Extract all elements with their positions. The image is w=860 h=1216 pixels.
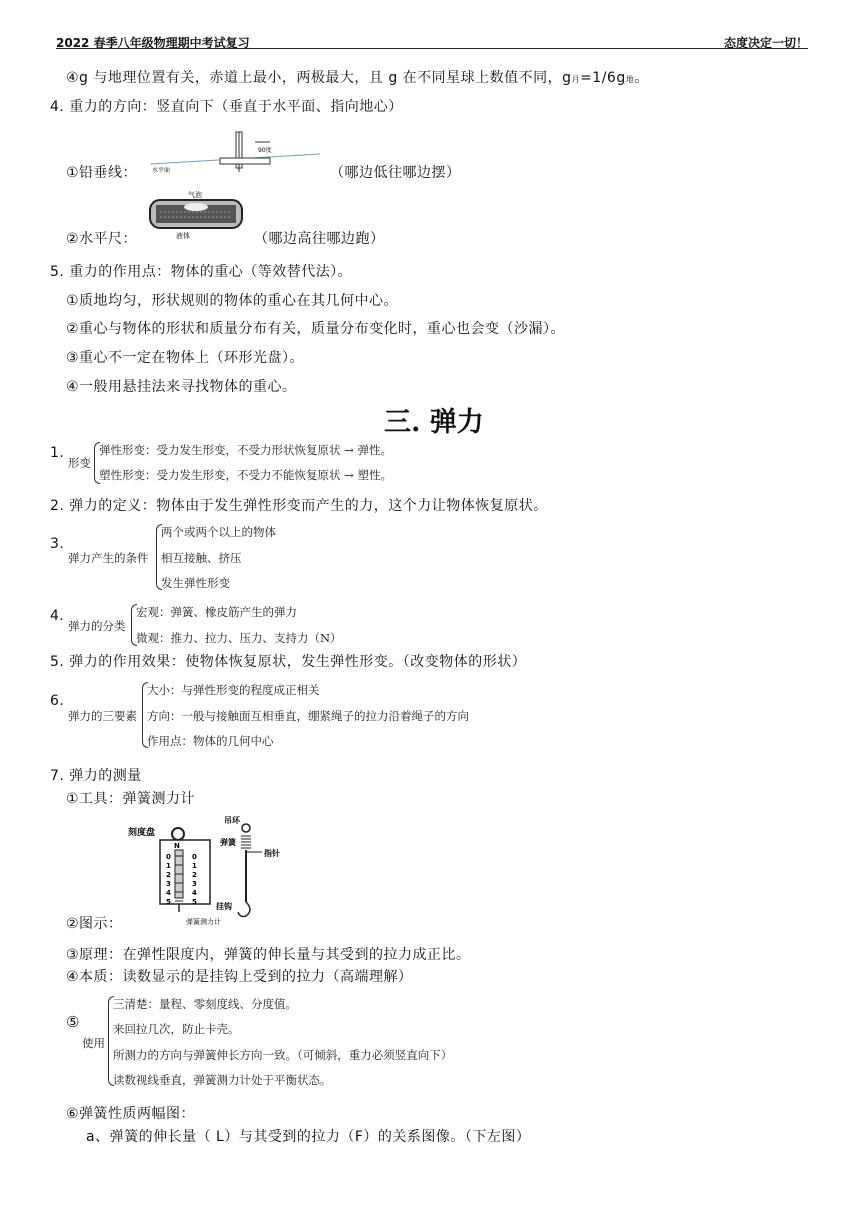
angle-label: 90度 [258,147,272,154]
scale-number: 2 [166,871,171,879]
spirit-level-figure [146,188,246,242]
graphs-title: ⑥弹簧性质两幅图： [66,1106,196,1122]
spirit-level-label: ②水平尺： [66,231,138,247]
plumb-line-note: （哪边低往哪边摆） [330,165,461,181]
use-item: 三清楚：量程、零刻度线、分度值。 [113,997,297,1011]
s1-number: 1. [50,445,65,461]
use-item: 读数视线垂直，弹簧测力计处于平衡状态。 [113,1073,332,1087]
gravity-direction-title: 4. 重力的方向：竖直向下（垂直于水平面、指向地心） [50,99,403,115]
scale-number: 4 [192,889,197,897]
scale-number: 4 [166,889,171,897]
s3-item: 两个或两个以上的物体 [161,525,276,539]
dial-label: 刻度盘 [128,828,156,838]
scale-number: 5 [192,898,197,906]
hook-label: 挂钩 [216,902,232,911]
s6-item: 方向：一般与接触面互相垂直，绷紧绳子的拉力沿着绳子的方向 [147,709,469,723]
graph-a-line: a、弹簧的伸长量（ L）与其受到的拉力（F）的关系图像。（下左图） [86,1129,531,1145]
s4-item: 宏观：弹簧、橡皮筋产生的弹力 [136,605,297,619]
section-title: 三. 弹力 [384,407,484,438]
elastic-definition: 2. 弹力的定义：物体由于发生弹性形变而产生的力，这个力让物体恢复原状。 [50,498,548,514]
scale-number: 1 [192,862,197,870]
spring-label: 弹簧 [220,838,236,847]
surface-label: 水平面 [152,167,171,174]
tool-line: ①工具：弹簧测力计 [66,791,196,807]
s3-item: 相互接触、挤压 [161,551,242,565]
bubble-label: 气泡 [188,191,202,199]
measurement-title: 7. 弹力的测量 [50,768,142,784]
s1-item: 塑性形变：受力发生形变，不受力不能恢复原状 → 塑性。 [99,468,392,482]
s5use-number: ⑤ [66,1013,80,1031]
s4-item: 微观：推力、拉力、压力、支持力（N） [136,631,342,645]
essence-line: ④本质：读数显示的是挂钩上受到的拉力（高端理解） [66,969,413,985]
elastic-effect: 5. 弹力的作用效果：使物体恢复原状，发生弹性形变。（改变物体的形状） [50,654,527,670]
principle-line: ③原理：在弹性限度内，弹簧的伸长量与其受到的拉力成正比。 [66,947,471,963]
s6-item: 作用点：物体的几何中心 [147,734,274,748]
s3-number: 3. [50,536,65,552]
plumb-line-figure [140,128,330,178]
g-variation-line: ④g 与地理位置有关，赤道上最小，两极最大，且 g 在不同星球上数值不同，g月=1/6g地。 [66,70,649,86]
s5use-label: 使用 [82,1036,105,1050]
cg-item: ④一般用悬挂法来寻找物体的重心。 [66,379,297,395]
liquid-label: 液体 [176,232,190,240]
plumb-line-label: ①铅垂线： [66,165,138,181]
ring-label: 吊环 [224,816,240,825]
s1-label: 形变 [68,456,91,470]
spring-scale-figure [120,812,300,930]
header-rule [56,48,808,49]
scale-number: 0 [166,853,171,861]
scale-number: 0 [192,853,197,861]
s4-label: 弹力的分类 [68,619,126,633]
center-of-gravity-title: 5. 重力的作用点：物体的重心（等效替代法）。 [50,264,353,280]
unit-label: N [174,842,180,850]
cg-item: ①质地均匀，形状规则的物体的重心在其几何中心。 [66,293,399,309]
scale-number: 2 [192,871,197,879]
caption-label: 弹簧测力计 [186,918,221,926]
s3-item: 发生弹性形变 [161,576,230,590]
s1-item: 弹性形变：受力发生形变，不受力形状恢复原状 → 弹性。 [99,443,392,457]
use-item: 来回拉几次，防止卡壳。 [113,1022,240,1036]
figure-label: ②图示： [66,916,123,932]
cg-item: ③重心不一定在物体上（环形光盘）。 [66,350,305,366]
scale-number: 1 [166,862,171,870]
s6-item: 大小：与弹性形变的程度成正相关 [147,683,320,697]
s6-number: 6. [50,693,65,709]
header-left: 2022 春季八年级物理期中考试复习 [56,36,250,50]
scale-number: 5 [166,898,171,906]
scale-number: 3 [192,880,197,888]
s4-number: 4. [50,608,65,624]
pointer-label: 指针 [264,849,280,858]
scale-number: 3 [166,880,171,888]
s6-label: 弹力的三要素 [68,709,137,723]
use-item: 所测力的方向与弹簧伸长方向一致。（可倾斜，重力必须竖直向下） [113,1048,453,1062]
s3-label: 弹力产生的条件 [68,551,149,565]
cg-item: ②重心与物体的形状和质量分布有关，质量分布变化时，重心也会变（沙漏）。 [66,321,566,337]
header-right: 态度决定一切！ [723,36,808,50]
spirit-level-note: （哪边高往哪边跑） [254,231,385,247]
